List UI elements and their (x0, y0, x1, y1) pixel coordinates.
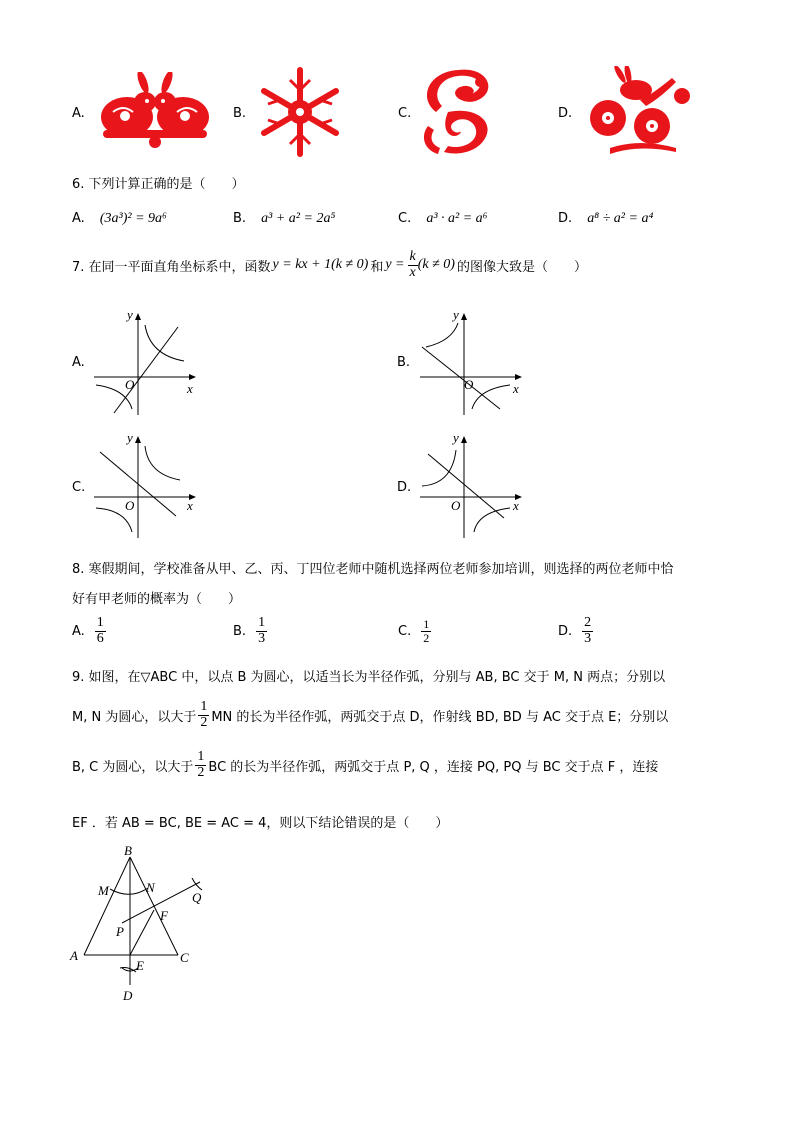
q6-option-c[interactable] (398, 207, 488, 227)
option-letter: D. (558, 623, 573, 639)
inverse-function-condition: (k ≠ 0) (417, 257, 455, 273)
rabbit-flowers-papercut-image (580, 66, 698, 158)
label-c: C (180, 950, 189, 965)
option-fraction (256, 616, 267, 646)
option-expression: a⁸ ÷ a² = a⁴ (587, 211, 654, 226)
label-e: E (136, 958, 144, 973)
fraction-numerator: 1 (423, 617, 430, 631)
q9-stem-line4: EF ．若 AB = BC, BE = AC = 4，则以下结论错误的是（ ） (72, 816, 449, 831)
option-letter: D. (558, 211, 573, 226)
q8-option-a[interactable] (72, 616, 106, 646)
label-m: M (98, 883, 109, 898)
q6-option-b[interactable] (233, 207, 335, 227)
origin-label: O (125, 498, 135, 513)
q9-stem-line3 (72, 750, 658, 780)
option-letter: A. (72, 211, 85, 226)
option-letter: C. (398, 211, 412, 226)
graph-c (92, 430, 202, 542)
x-axis-label: x (513, 381, 519, 396)
option-letter: C. (398, 106, 412, 121)
label-b: B (124, 843, 132, 858)
label-d: D (123, 988, 133, 1003)
x-axis-label: x (513, 498, 519, 513)
fraction-denominator: x (409, 264, 416, 280)
option-letter: B. (397, 355, 411, 370)
option-expression: a³ + a² = 2a⁵ (261, 211, 336, 226)
option-letter: C. (72, 480, 86, 495)
x-axis-label: x (187, 381, 193, 396)
y-axis-label: y (453, 307, 459, 322)
fraction-numerator: 1 (96, 615, 104, 630)
stem-text: 和 (370, 259, 384, 275)
stem-text: 7. 在同一平面直角坐标系中，函数 (72, 259, 271, 275)
y-axis-label: y (127, 307, 133, 322)
triangle-construction-figure (66, 840, 226, 1010)
option-letter: A. (72, 106, 85, 121)
stem-text: 的图像大致是（ ） (456, 259, 587, 275)
option-letter: B. (233, 211, 247, 226)
option-fraction (421, 618, 431, 644)
origin-label: O (125, 377, 135, 392)
y-axis-label: y (127, 430, 133, 445)
fraction-denominator: 3 (584, 630, 592, 646)
stem-text: BC 的长为半径作弧，两弧交于点 P, Q ，连接 PQ, PQ 与 BC 交于点 F ，连接 (208, 759, 659, 775)
stem-text: M, N 为圆心，以大于 (72, 709, 197, 725)
q8-stem-line1: 8. 寒假期间，学校准备从甲、乙、丙、丁四位老师中随机选择两位老师参加培训，则选择的两位老师中恰 (72, 562, 674, 577)
q8-option-d[interactable] (558, 616, 593, 646)
fraction-numerator: 1 (197, 749, 205, 764)
q8-option-c[interactable] (398, 618, 431, 644)
fraction-denominator: 2 (200, 714, 208, 730)
inverse-function-fraction (408, 250, 418, 280)
stem-text: MN 的长为半径作弧，两弧交于点 D，作射线 BD, BD 与 AC 交于点 E；分别以 (211, 709, 669, 725)
q9-stem-line1: 9. 如图，在▽ABC 中，以点 B 为圆心，以适当长为半径作弧，分别与 AB, BC 交于 M, N 两点；分别以 (72, 670, 666, 685)
graph-b (418, 305, 528, 417)
option-expression: (3a³)² = 9a⁶ (99, 211, 167, 226)
q6-option-a[interactable] (72, 207, 167, 227)
option-expression: a³ · a² = a⁶ (426, 211, 488, 226)
label-n: N (146, 880, 155, 895)
x-axis-label: x (187, 498, 193, 513)
fraction-denominator: 6 (96, 630, 104, 646)
q9-stem-line2 (72, 700, 668, 730)
q7-stem (72, 250, 587, 280)
option-letter: D. (558, 106, 573, 121)
option-letter: B. (233, 623, 247, 639)
graph-d (418, 430, 528, 542)
linear-function: y = kx + 1(k ≠ 0) (272, 257, 369, 273)
q6-stem: 6. 下列计算正确的是（ ） (72, 177, 245, 192)
fraction-numerator: 2 (584, 615, 592, 630)
fraction-denominator: 3 (258, 630, 266, 646)
inverse-function-lhs: y = (385, 257, 405, 273)
fraction-denominator: 2 (197, 764, 205, 780)
option-fraction (95, 616, 106, 646)
graph-a (92, 305, 202, 417)
phoenix-papercut-image (418, 66, 500, 158)
label-f: F (160, 908, 168, 923)
fraction-numerator: 1 (258, 615, 266, 630)
q8-option-b[interactable] (233, 616, 267, 646)
stem-text: B, C 为圆心，以大于 (72, 759, 194, 775)
origin-label: O (464, 377, 474, 392)
q6-option-d[interactable] (558, 207, 653, 227)
y-axis-label: y (453, 430, 459, 445)
label-p: P (116, 924, 124, 939)
label-a: A (70, 948, 78, 963)
option-letter: A. (72, 623, 85, 639)
option-letter: D. (397, 480, 412, 495)
option-fraction (582, 616, 593, 646)
snowflake-papercut-image (255, 66, 345, 158)
option-letter: B. (233, 106, 247, 121)
label-q: Q (192, 890, 202, 905)
option-letter: C. (398, 623, 412, 639)
half-fraction (198, 700, 209, 730)
option-letter: A. (72, 355, 85, 370)
q8-stem-line2: 好有甲老师的概率为（ ） (72, 592, 242, 607)
half-fraction (195, 750, 206, 780)
fraction-numerator: 1 (200, 699, 208, 714)
fraction-numerator: k (409, 249, 416, 264)
origin-label: O (451, 498, 461, 513)
rabbits-papercut-image (95, 72, 215, 152)
fraction-denominator: 2 (423, 630, 430, 645)
